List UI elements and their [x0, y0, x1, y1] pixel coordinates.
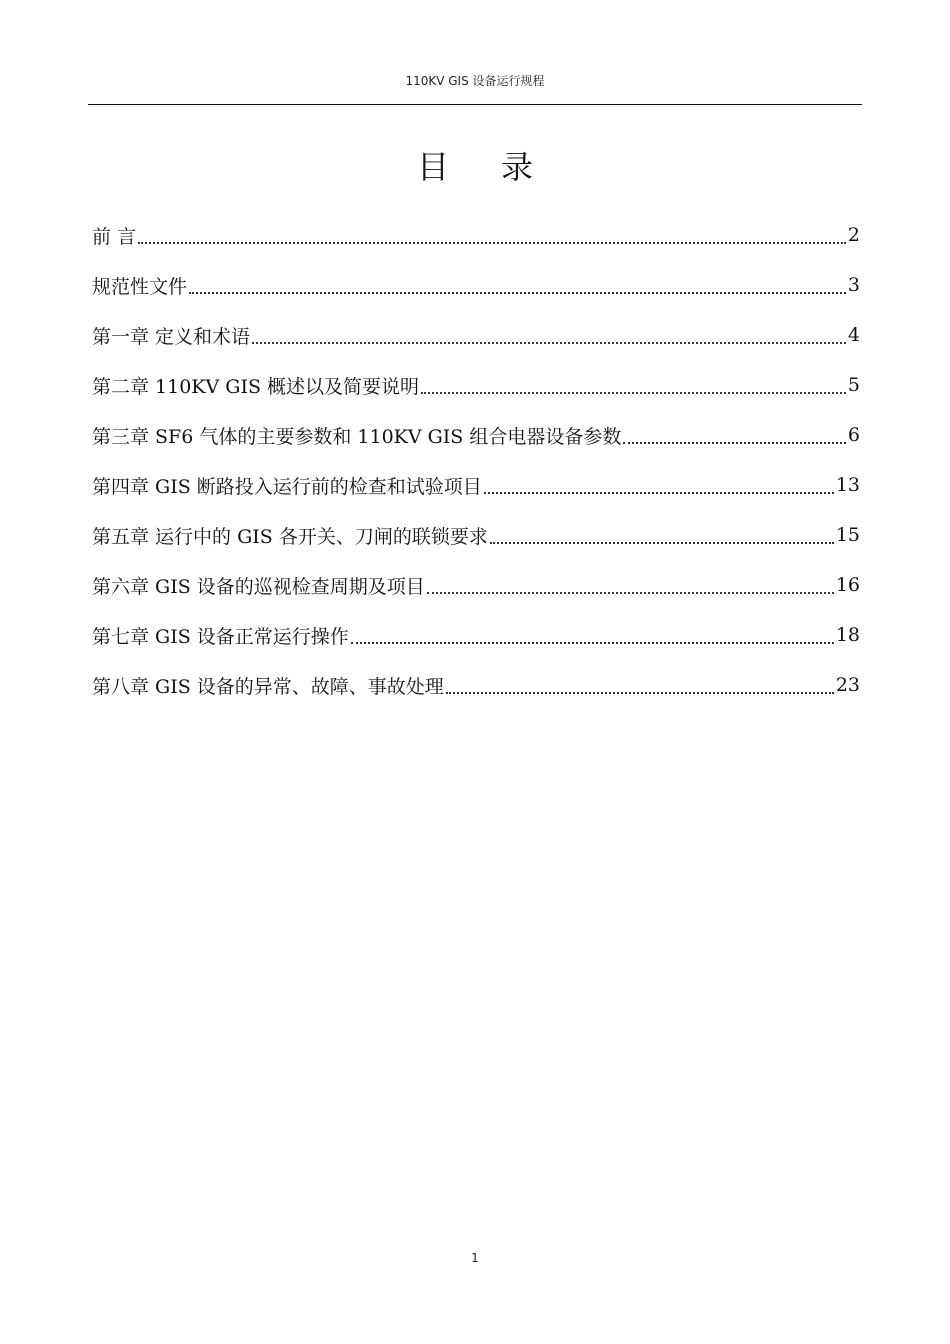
dot-leader	[484, 470, 834, 494]
toc-entry-page: 5	[847, 374, 860, 396]
dot-leader	[490, 520, 834, 544]
page-number: 1	[471, 1251, 479, 1265]
table-of-contents	[92, 210, 860, 710]
toc-entry-label: 第八章 GIS 设备的异常、故障、事故处理	[92, 675, 444, 698]
toc-entry-page: 23	[835, 674, 860, 696]
toc-entry-chapter-4[interactable]	[92, 460, 860, 510]
toc-entry-page: 3	[847, 274, 860, 296]
toc-entry-chapter-1[interactable]	[92, 310, 860, 360]
toc-entry-label: 第四章 GIS 断路投入运行前的检查和试验项目	[92, 475, 482, 498]
dot-leader	[189, 270, 846, 294]
toc-entry-chapter-2[interactable]	[92, 360, 860, 410]
toc-entry-chapter-3[interactable]	[92, 410, 860, 460]
running-header: 110KV GIS 设备运行规程	[405, 74, 545, 88]
toc-title: 目录	[416, 148, 585, 186]
dot-leader	[138, 220, 846, 244]
header-divider	[88, 104, 862, 105]
dot-leader	[252, 320, 846, 344]
toc-entry-page: 13	[835, 474, 860, 496]
toc-entry-chapter-5[interactable]	[92, 510, 860, 560]
toc-entry-label: 第七章 GIS 设备正常运行操作	[92, 625, 349, 648]
toc-entry-page: 4	[847, 324, 860, 346]
toc-entry-chapter-6[interactable]	[92, 560, 860, 610]
toc-entry-label: 规范性文件	[92, 275, 188, 298]
dot-leader	[421, 370, 846, 394]
toc-entry-label: 第二章 110KV GIS 概述以及简要说明	[92, 375, 419, 398]
toc-entry-page: 18	[835, 624, 860, 646]
toc-entry-preface[interactable]	[92, 210, 860, 260]
toc-entry-label: 第一章 定义和术语	[92, 325, 251, 348]
dot-leader	[446, 670, 834, 694]
toc-entry-page: 16	[835, 574, 860, 596]
dot-leader	[427, 570, 834, 594]
toc-entry-label: 前 言	[92, 225, 137, 248]
toc-entry-normative-documents[interactable]	[92, 260, 860, 310]
toc-entry-page: 15	[835, 524, 860, 546]
dot-leader	[351, 620, 834, 644]
toc-entry-label: 第六章 GIS 设备的巡视检查周期及项目	[92, 575, 425, 598]
toc-entry-label: 第三章 SF6 气体的主要参数和 110KV GIS 组合电器设备参数	[92, 425, 622, 448]
toc-entry-label: 第五章 运行中的 GIS 各开关、刀闸的联锁要求	[92, 525, 488, 548]
toc-entry-page: 6	[847, 424, 860, 446]
toc-entry-page: 2	[847, 224, 860, 246]
toc-entry-chapter-8[interactable]	[92, 660, 860, 710]
dot-leader	[623, 420, 846, 444]
toc-entry-chapter-7[interactable]	[92, 610, 860, 660]
